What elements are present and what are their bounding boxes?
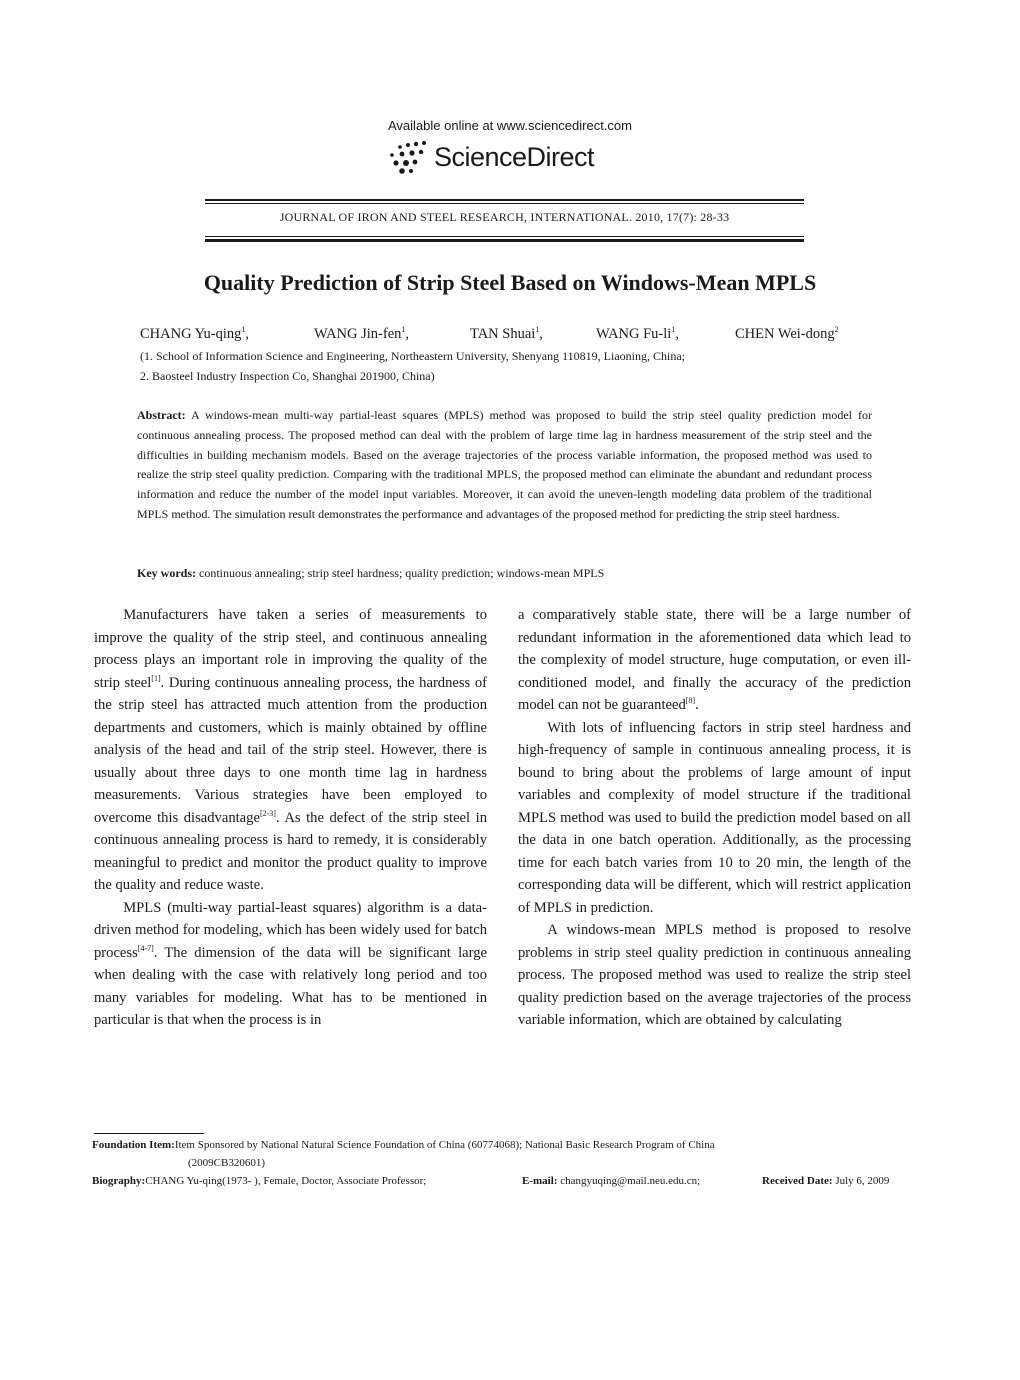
author-list bbox=[0, 326, 1020, 346]
sciencedirect-logo bbox=[384, 138, 644, 182]
abstract-text: A windows-mean multi-way partial-least squares (MPLS) method was proposed to build the strip steel quality prediction model for continuous annealing process. The proposed method can deal with the problem of large time lag in hardness measurement of the strip steel and the difficulties in building mechanism models. Based on the average trajectories of the process variable information, the proposed method was used to realize the strip steel quality prediction. Comparing with the traditional MPLS, the proposed method can eliminate the abundant and redundant process information and reduce the number of the model input variables. Moreover, it can avoid the uneven-length modeling data problem of the traditional MPLS method. The simulation result demonstrates the performance and advantages of the proposed method for predicting the strip steel hardness. bbox=[137, 408, 872, 521]
header-rule-bottom-thin bbox=[205, 236, 804, 237]
header-rule-top bbox=[205, 199, 804, 201]
footnote-email: E-mail: changyuqing@mail.neu.edu.cn; bbox=[522, 1175, 701, 1187]
body-paragraph: MPLS (multi-way partial-least squares) algorithm is a data-driven method for modeling, which has been widely used for batch process[4-7]. The dimension of the data will be significant large when dealing with the case with relatively long period and too many variables for modeling. What has to be mentioned in particular is that when the process is in bbox=[94, 899, 487, 1028]
citation: [1] bbox=[151, 673, 161, 683]
keywords bbox=[137, 566, 872, 581]
author: WANG $Fu-li^1$, bbox=[596, 325, 679, 342]
body-paragraph: A windows-mean MPLS method is proposed to resolve problems in strip steel quality prediction in continuous annealing process. The proposed method was used to realize the strip steel quality prediction based on the average trajectories of the process variable information, which are obtained by calculating bbox=[518, 922, 911, 1028]
footnote-foundation: Foundation Item:Item Sponsored by National Natural Science Foundation of China (60774068); National Basic Research Program of China bbox=[92, 1139, 715, 1151]
author: TAN Shuai$^1$, bbox=[470, 325, 543, 342]
footnote-rule bbox=[94, 1133, 204, 1134]
body-column-right bbox=[518, 604, 911, 1032]
citation: [2-3] bbox=[259, 808, 276, 818]
citation: [8] bbox=[685, 696, 696, 705]
affiliation-1: (1. School of Information Science and Engineering, Northeastern University, Shenyang 110819, Liaoning, China; bbox=[140, 349, 685, 363]
paper-title: Quality Prediction of Strip Steel Based on Windows-Mean MPLS bbox=[203, 270, 817, 295]
abstract bbox=[137, 406, 872, 525]
journal-citation: JOURNAL OF IRON AND STEEL RESEARCH, INTERNATIONAL. 2010, 17(7): 28-33 bbox=[279, 210, 730, 224]
affiliation-2: 2. Baosteel Industry Inspection Co, Shanghai 201900, China) bbox=[140, 369, 435, 383]
header-rule-bottom bbox=[205, 239, 804, 242]
available-online-text: Available online at www.sciencedirect.com bbox=[388, 118, 632, 133]
sciencedirect-wordmark: ScienceDirect bbox=[434, 142, 595, 172]
body-paragraph: Manufacturers have taken a series of measurements to improve the quality of the strip steel, and continuous annealing process plays an important role in improving the quality of the strip steel[1]. During continuous annealing process, the hardness of the strip steel has attracted much attention from the production departments and customers, which is mainly obtained by offline analysis of the head and tail of the strip steel. However, there is usually about three days to one month time lag in hardness measurements. Various strategies have been employed to overcome this disadvantage[2-3]. As the defect of the strip steel in continuous annealing process is hard to remedy, it is considerably meaningful to predict and monitor the product quality to improve the quality and reduce waste. bbox=[94, 607, 487, 893]
author: CHEN Wei-dong$^2$ bbox=[735, 325, 839, 342]
body-paragraph: a comparatively stable state, there will be a large number of redundant information in the aforementioned data which lead to the complexity of model structure, huge computation, or even ill-conditioned model, and finally the accuracy of the prediction model can not be guaranteed[8]. bbox=[518, 607, 911, 713]
footnote-received-date: Received Date: July 6, 2009 bbox=[762, 1175, 890, 1187]
citation: [4-7] bbox=[137, 943, 154, 953]
keywords-label: Key words: bbox=[137, 566, 196, 580]
header-rule-top-thin bbox=[205, 203, 804, 204]
author: WANG Jin-fen$^1$, bbox=[314, 325, 410, 342]
keywords-text: continuous annealing; strip steel hardness; quality prediction; windows-mean MPLS bbox=[196, 566, 605, 580]
footnote-biography: Biography:CHANG Yu-qing(1973- ), Female, Doctor, Associate Professor; bbox=[92, 1175, 427, 1187]
abstract-label: Abstract: bbox=[137, 408, 186, 422]
author: CHANG Yu-qing$^1$, bbox=[140, 325, 249, 342]
body-paragraph: With lots of influencing factors in strip steel hardness and high-frequency of sample in continuous annealing process, it is bound to bring about the problems of large amount of input variables and complexity of model structure if the traditional MPLS method was used to build the prediction model based on all the data in one batch operation. Additionally, as the processing time for each batch varies from 10 to 20 min, the length of the corresponding data will be different, which will restrict application of MPLS in prediction. bbox=[518, 719, 911, 916]
footnote-foundation-cont: (2009CB320601) bbox=[188, 1157, 265, 1169]
sciencedirect-dots-icon bbox=[384, 138, 432, 182]
body-column-left bbox=[94, 604, 487, 1032]
